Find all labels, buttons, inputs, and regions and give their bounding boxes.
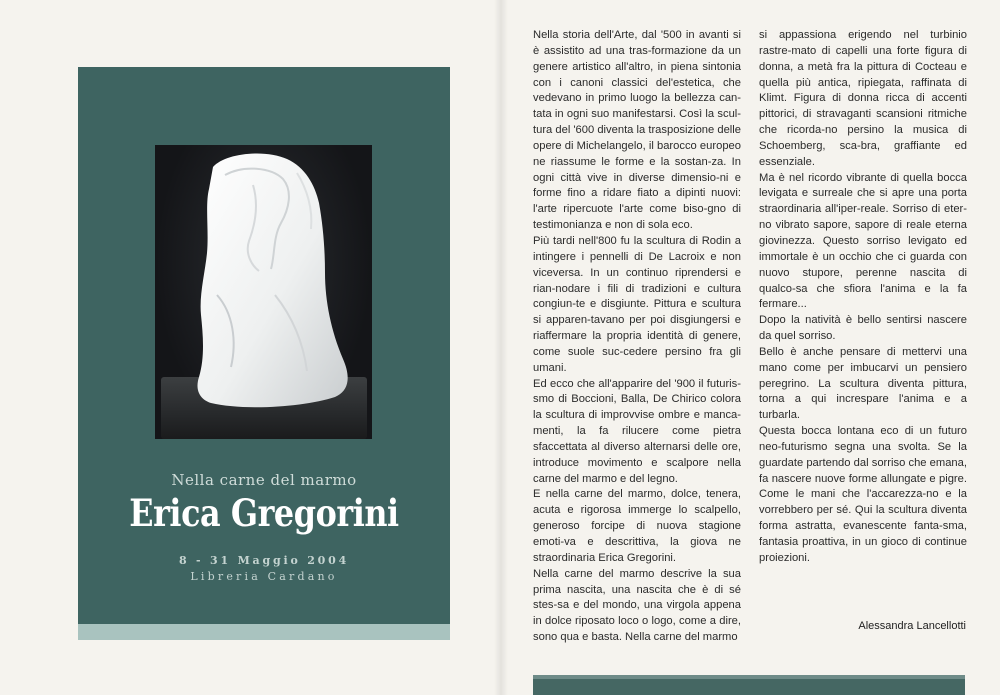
page-fold xyxy=(494,0,508,695)
article-column-1 xyxy=(533,28,741,646)
sculpture-photo xyxy=(155,145,372,439)
paragraph: Bello è anche pensare di mettervi una mano come per imbucarvi un pensiero peregrino. La scultura diventa pittura, torna a qui increspare l'anima e a turbarla. xyxy=(759,345,967,422)
paragraph: Nella storia dell'Arte, dal '500 in avanti si è assistito ad una tras-formazione da un genere artistico all'altro, in piena sintonia con i canoni classici del'estetica, che vedevano in primo luogo la bellezza can-tata in ogni suo manifestarsi. Così la scul-tura del '600 diventa la trasposizione delle opere di Michelangelo, il barocco europeo ne riassume le forme e la sostan-za. In ogni città vive in diverse dimensio-ni e forme fino a ridare fiato a dipinti nuovi: l'arte ripercuote l'arte come biso-gno di testimonianza e non di sola eco. xyxy=(533,29,741,232)
paragraph: Ed ecco che all'apparire del '900 il futuris-smo di Boccioni, Balla, De Chirico colora la scultura di improvvise ombre e manca-menti, la fa rilucere come pietra sfaccettata al diverso alternarsi delle ore, introduce movimento e scalpore nella carne del marmo e del legno. xyxy=(533,377,741,485)
cover-subtitle: Nella carne del marmo xyxy=(171,471,357,489)
paragraph: Questa bocca lontana eco di un futuro neo-futurismo segna una svolta. Se la guardate partendo dal sorriso che emana, fa nascere nuove forme allungate e pigre. Come le mani che l'accarezza-no e la vorrebbero per sé. Qui la scultura diventa forma astratta, evanescente fanta-sma, fantasia proattiva, in un gioco di continue proiezioni. xyxy=(759,425,967,564)
paragraph: si appassiona erigendo nel turbinio rastre-mato di capelli una forte figura di donna, a metà fra la pittura di Cocteau e quella più antica, ripiegata, raffinata di Klimt. Figura di donna ricca di accenti pittorici, di stravaganti scansioni ritmiche che ricorda-no persino la musica di Schoemberg, sca-bra, graffiante ed essenziale. xyxy=(759,29,967,168)
cover-bottom-band xyxy=(78,624,450,640)
paragraph: Più tardi nell'800 fu la scultura di Rodin a intingere i pennelli di De Lacroix e non viceversa. In un continuo riprendersi e rian-nodare i fili di tradizioni e cultura congiun-te e disgiunte. Pittura e scultura si apparen-tavano per poi disgiungersi e riaffermare la propria identità di genere, come suole suc-cedere persino fra gli umani. xyxy=(533,234,741,374)
article-author: Alessandra Lancellotti xyxy=(858,620,966,632)
paragraph: E nella carne del marmo, dolce, tenera, acuta e rigorosa immerge lo scalpello, generoso forcipe di nuova stagione emoti-va e descrittiva, la giova ne straordinaria Erica Gregorini. xyxy=(533,488,741,564)
exhibition-cover xyxy=(78,67,450,640)
article-column-2 xyxy=(759,28,967,567)
paragraph: Nella carne del marmo descrive la sua prima nascita, una nascita che è di sé stes-sa e del mondo, una virgola appena in dolce riposato loco o logo, come a dire, sono qua e basta. Nella carne del marmo xyxy=(533,567,741,644)
paragraph: Dopo la natività è bello sentirsi nascere da quel sorriso. xyxy=(759,314,967,343)
cover-title: Erica Gregorini xyxy=(129,491,399,535)
exhibition-venue: Libreria Cardano xyxy=(190,570,338,583)
marble-sculpture-image xyxy=(155,145,372,439)
paragraph: Ma è nel ricordo vibrante di quella bocca levigata e surreale che si apre una porta straordinaria all'iper-reale. Sorriso di eter-no vibrato sapore, sapore di reale eterna giovinezza. Questo sorriso levigato ed immortale è un occhio che ci guarda con nuovo stupore, perenne nascita di qualco-sa che sfiora l'anima e la fa fermare... xyxy=(759,171,967,311)
exhibition-dates: 8 - 31 Maggio 2004 xyxy=(178,554,350,567)
